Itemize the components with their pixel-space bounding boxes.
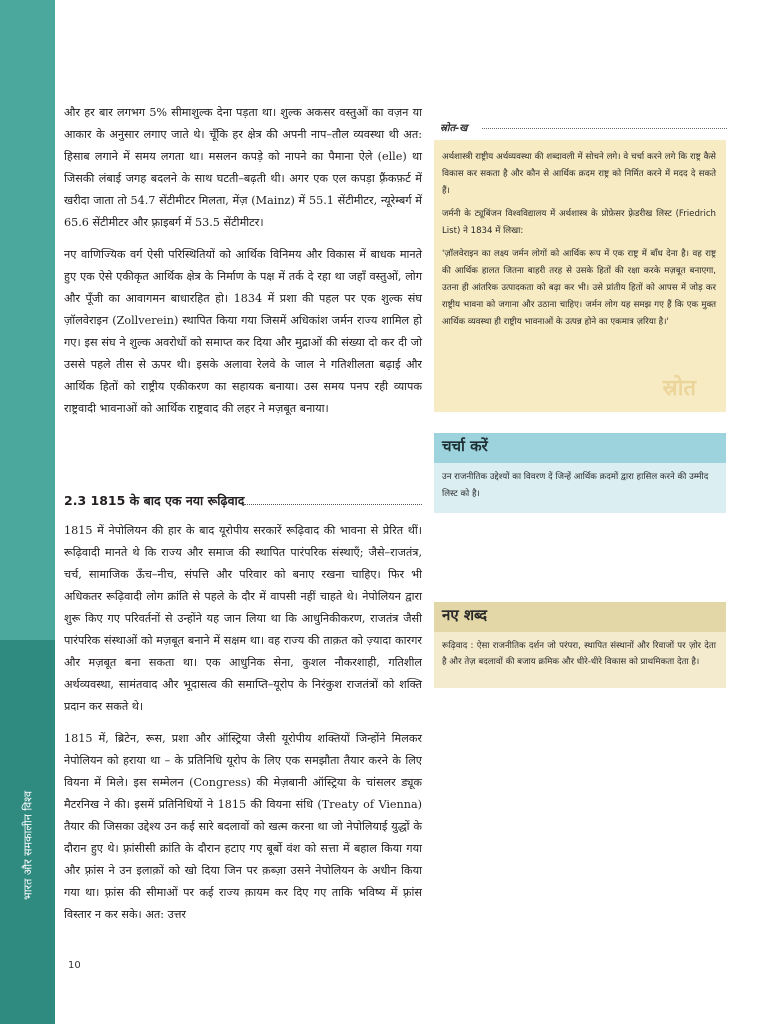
section-heading (64, 490, 422, 518)
discuss-text: उन राजनीतिक उद्देश्यों का विवरण दें जिन्हें आर्थिक क़दमों द्वारा हासिल करने की उम्मीद लिस्ट को है। (442, 472, 709, 499)
paragraph-zollverein: नए वाणिज्यिक वर्ग ऐसी परिस्थितियों को आर्थिक विनिमय और विकास में बाधक मानते हुए एक ऐसे एकीकृत आर्थिक क्षेत्र के निर्माण के पक्ष में तर्क दे रहा था जहाँ वस्तुओं, लोग और पूँजी का आवागमन बाधारहित हो। 1834 में प्रशा की पहल पर एक शुल्क संघ ज़ॉलवेराइन (Zollverein) स्थापित किया गया जिसमें अधिकांश जर्मन राज्य शामिल हो गए। इस संघ ने शुल्क अवरोधों को समाप्त कर दिया और मुद्राओं की संख्या दो कर दी जो उससे पहले तीस से ऊपर थी। इसके अलावा रेलवे के जाल ने गतिशीलता बढ़ाई और आर्थिक हितों को राष्ट्रीय एकीकरण का सहायक बनाया। उस समय पनप रही व्यापक राष्ट्रवादी भावनाओं को आर्थिक राष्ट्रवाद की लहर ने मज़बूत बनाया। (64, 248, 422, 415)
main-text-bottom (64, 520, 422, 936)
paragraph-customs-duty: और हर बार लगभग 5% सीमाशुल्क देना पड़ता था। शुल्क अकसर वस्तुओं का वज़न या आकार के अनुसार लगाए जाते थे। चूँकि हर क्षेत्र की अपनी नाप–तौल व्यवस्था थी अत: हिसाब लगाने में समय लगता था। मसलन कपड़े को नापने का पैमाना ऐले (elle) था जिसकी लंबाई जगह बदलने के साथ घटती–बढ़ती थी। अगर एक एल कपड़ा फ़्रैंकफ़र्ट में खरीदा जाता तो 54.7 सेंटीमीटर मिलता, मेंज़ (Mainz) में 55.1 सेंटीमीटर, न्यूरेम्बर्ग में 65.6 सेंटीमीटर और फ़्राइबर्ग में 53.5 सेंटीमीटर। (64, 106, 422, 229)
paragraph-vienna: 1815 में, ब्रिटेन, रूस, प्रशा और ऑस्ट्रिया जैसी यूरोपीय शक्तियों जिन्होंने मिलकर नेपोलियन को हराया था – के प्रतिनिधि यूरोप के लिए एक समझौता तैयार करने के लिए वियना में मिले। इस सम्मेलन (Congress) की मेज़बानी ऑस्ट्रिया के चांसलर ड्यूक मैटरनिख ने की। इसमें प्रतिनिधियों ने 1815 की वियना संधि (Treaty of Vienna) तैयार की जिसका उद्देश्य उन कई सारे बदलावों को खत्म करना था जो नेपोलियाई युद्धों के दौरान हुए थे। फ़्रांसीसी क्रांति के दौरान हटाए गए बूर्बो वंश को सत्ता में बहाल किया गया और फ़्रांस ने उन इलाक़ों को खो दिया जिन पर क़ब्ज़ा उसने नेपोलियन के अधीन किया गया था। फ़्रांस की सीमाओं पर कई राज्य क़ायम कर दिए गए ताकि भविष्य में फ़्रांस विस्तार न कर सके। अत: उत्तर (64, 732, 422, 921)
paragraph-conservatism: 1815 में नेपोलियन की हार के बाद यूरोपीय सरकारें रूढ़िवाद की भावना से प्रेरित थीं। रूढ़िवादी मानते थे कि राज्य और समाज की स्थापित पारंपरिक संस्थाएँ; जैसे–राजतंत्र, चर्च, सामाजिक ऊँच–नीच, संपत्ति और परिवार को बनाए रखना चाहिए। फिर भी अधिकतर रूढ़िवादी लोग क्रांति से पहले के दौर में वापसी नहीं चाहते थे। नेपोलियन द्वारा शुरू किए गए परिवर्तनों से उन्होंने यह जान लिया था कि आधुनिकीकरण, राजतंत्र जैसी पारंपरिक संस्थाओं को मज़बूत बनाने में सक्षम था। वह राज्य की ताक़त को ज़्यादा कारगर और मज़बूत बना सकता था। एक आधुनिक सेना, कुशल नौकरशाही, गतिशील अर्थव्यवस्था, सामंतवाद और भूदासत्व की समाप्ति–यूरोप के निरंकुश राजतंत्रों को शक्ति प्रदान कर सकते थे। (64, 524, 422, 713)
new-words-heading-bar (434, 602, 726, 632)
section-heading-text: 2.3 1815 के बाद एक नया रूढ़िवाद (64, 493, 245, 508)
page-number: 10 (68, 960, 81, 971)
discuss-heading: चर्चा करें (442, 437, 488, 455)
source-watermark: स्रोत (662, 376, 696, 401)
new-words-text: रूढ़िवाद : ऐसा राजनीतिक दर्शन जो परंपरा, स्थापित संस्थानों और रिवाजों पर ज़ोर देता है और तेज़ बदलावों की बजाय क्रमिक और धीरे-धीरे विकास को प्राथमिकता देता है। (442, 641, 716, 667)
source-box (434, 140, 726, 412)
new-words-box (434, 632, 726, 688)
source-tag: स्रोत-ख (440, 123, 468, 134)
discuss-heading-bar (434, 433, 726, 463)
section-heading-rule (244, 504, 422, 505)
source-para-1: अर्थशास्त्री राष्ट्रीय अर्थव्यवस्था की शब्दावली में सोचने लगे। वे चर्चा करने लगे कि राष्ट्र कैसे विकास कर सकता है और कौन से आर्थिक क़दम राष्ट्र को निर्मित करने में मदद दे सकते हैं। (442, 152, 716, 196)
new-words-heading: नए शब्द (442, 606, 488, 624)
main-text-top (64, 102, 422, 430)
source-para-2: जर्मनी के ट्यूबिंजन विश्वविद्यालय में अर्थशास्त्र के प्रोफ़ेसर फ़्रेडरीख लिस्ट (Friedrich List) ने 1834 में लिखा: (442, 209, 716, 236)
source-tag-rule (482, 128, 727, 129)
source-para-3: 'ज़ॉलवेराइन का लक्ष्य जर्मन लोगों को आर्थिक रूप में एक राष्ट्र में बाँध देना है। वह राष्ट्र की आर्थिक हालत जितना बाहरी तरह से उसके हितों की रक्षा करके मज़बूत बनाएगा, उतना ही आंतरिक उत्पादकता को बढ़ा कर भी। उसे प्रांतीय हितों को आपस में जोड़ कर राष्ट्रीय भावना को जगाना और उठाना चाहिए। जर्मन लोग यह समझ गए हैं कि एक मुक्त आर्थिक व्यवस्था ही राष्ट्रीय भावनाओं के उत्पन्न होने का एकमात्र ज़रिया है।' (442, 249, 716, 327)
discuss-box (434, 463, 726, 513)
book-title-vertical: भारत और समकालीन विश्व (21, 790, 35, 900)
